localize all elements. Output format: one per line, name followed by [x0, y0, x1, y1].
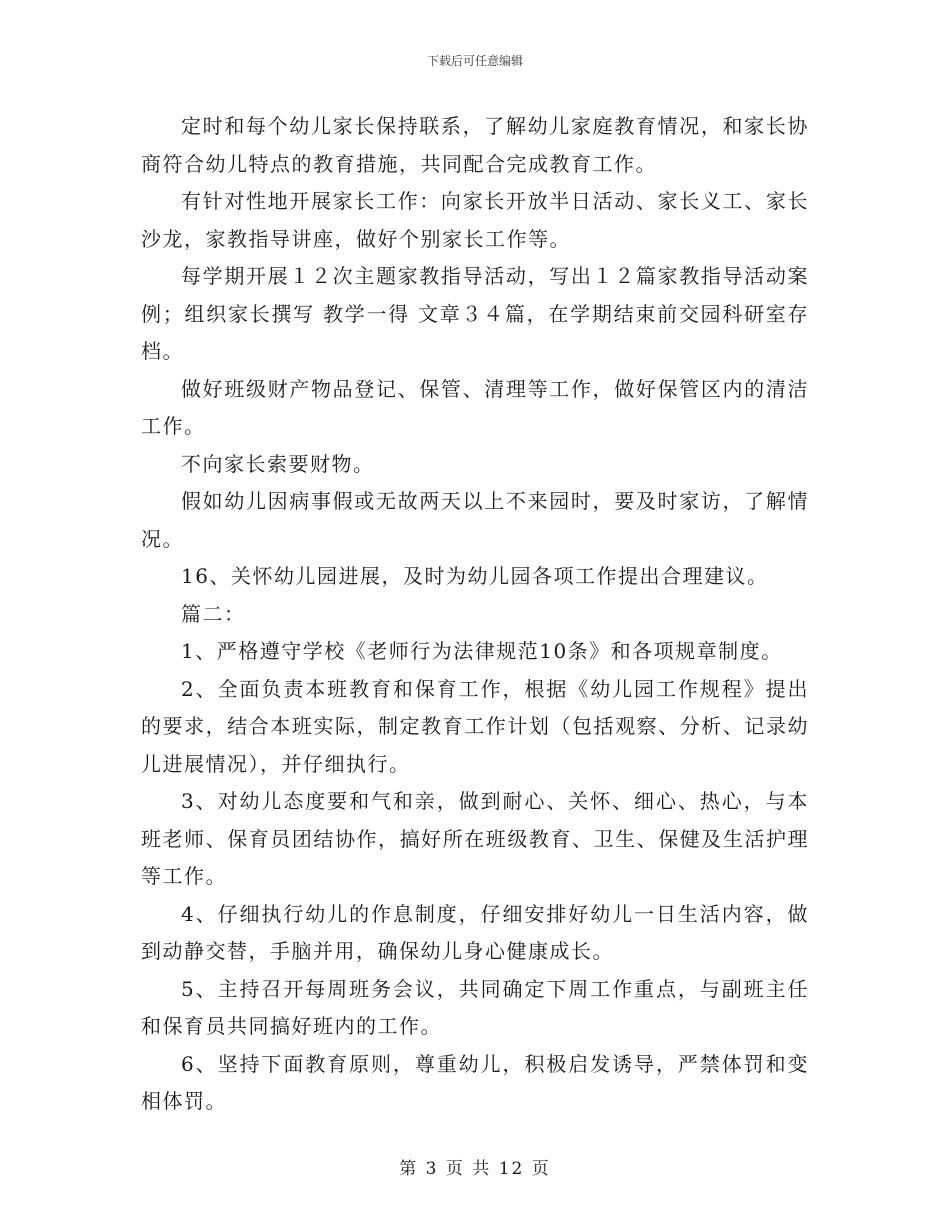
- paragraph: 4、仔细执行幼儿的作息制度，仔细安排好幼儿一日生活内容，做到动静交替，手脑并用，确保幼儿身心健康成长。: [141, 901, 809, 963]
- page-footer: 第 3 页 共 12 页: [399, 1159, 551, 1179]
- paragraph: 2、全面负责本班教育和保育工作，根据《幼儿园工作规程》提出的要求，结合本班实际，制定教育工作计划（包括观察、分析、记录幼儿进展情况），并仔细执行。: [141, 676, 809, 776]
- document-body: [141, 108, 809, 1121]
- paragraph: 做好班级财产物品登记、保管、清理等工作，做好保管区内的清洁工作。: [141, 376, 809, 438]
- paragraph: 假如幼儿因病事假或无故两天以上不来园时，要及时家访，了解情况。: [141, 489, 809, 551]
- paragraph: 16、关怀幼儿园进展，及时为幼儿园各项工作提出合理建议。: [181, 564, 769, 588]
- paragraph: 定时和每个幼儿家长保持联系，了解幼儿家庭教育情况，和家长协商符合幼儿特点的教育措施，共同配合完成教育工作。: [141, 114, 809, 176]
- paragraph: 不向家长索要财物。: [181, 451, 375, 476]
- paragraph: 3、对幼儿态度要和气和亲，做到耐心、关怀、细心、热心，与本班老师、保育员团结协作，搞好所在班级教育、卫生、保健及生活护理等工作。: [141, 789, 809, 888]
- paragraph: 每学期开展１２次主题家教指导活动，写出１２篇家教指导活动案例；组织家长撰写 教学一得 文章３４篇，在学期结束前交园科研室存档。: [141, 264, 809, 363]
- section-heading: 篇二：: [181, 601, 246, 626]
- paragraph: 5、主持召开每周班务会议，共同确定下周工作重点，与副班主任和保育员共同搞好班内的工作。: [141, 976, 809, 1038]
- page-header: 下载后可任意编辑: [426, 54, 523, 68]
- paragraph: 1、严格遵守学校《老师行为法律规范10条》和各项规章制度。: [181, 639, 783, 663]
- paragraph: 有针对性地开展家长工作：向家长开放半日活动、家长义工、家长沙龙，家教指导讲座，做好个别家长工作等。: [141, 189, 809, 251]
- paragraph: 6、坚持下面教育原则，尊重幼儿，积极启发诱导，严禁体罚和变相体罚。: [141, 1051, 809, 1113]
